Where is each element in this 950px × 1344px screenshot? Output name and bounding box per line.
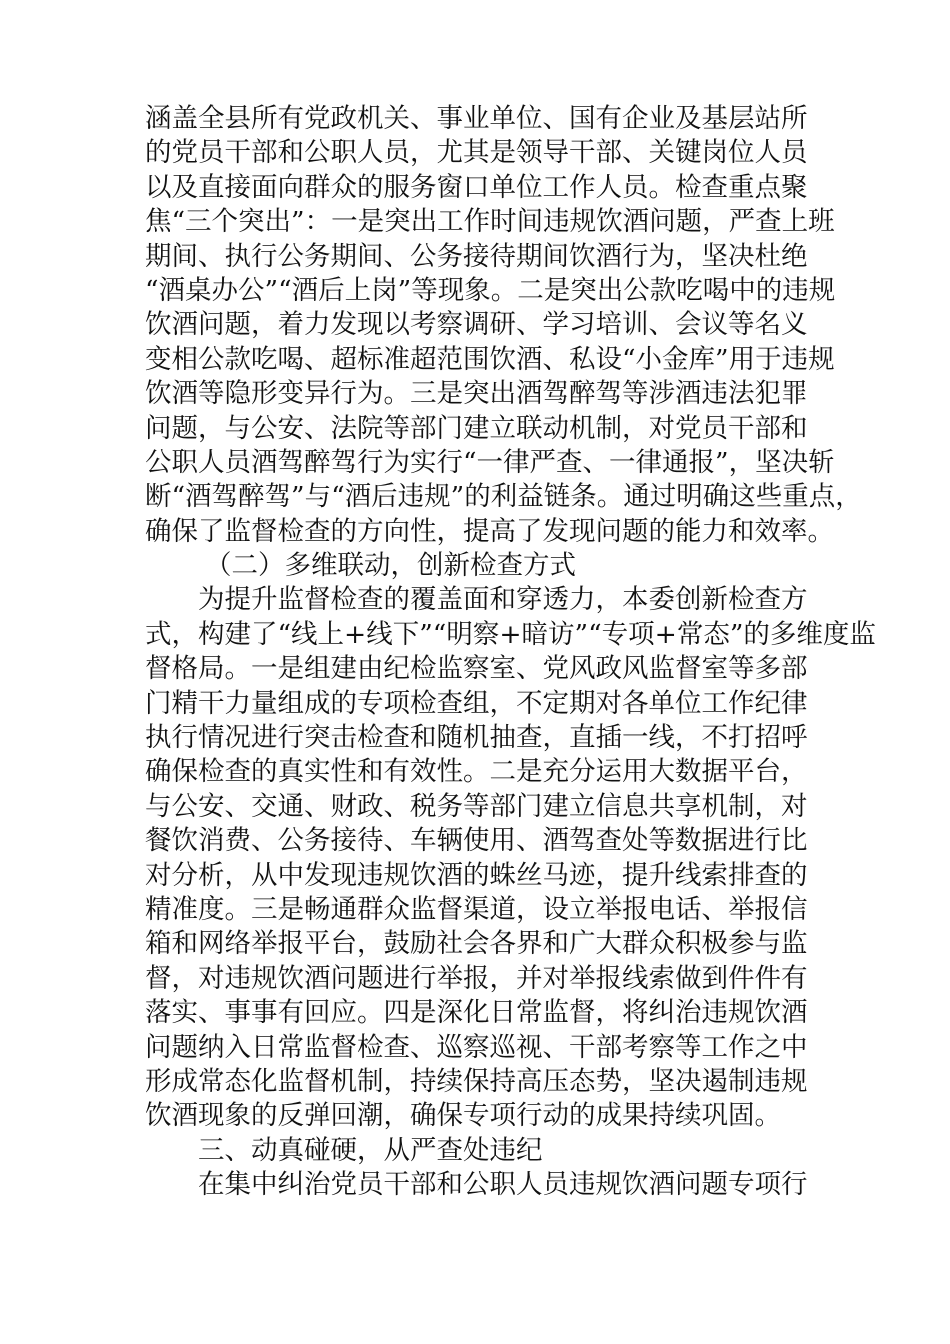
paragraph-line: 饮酒问题，着力发现以考察调研、学习培训、会议等名义	[145, 309, 808, 341]
paragraph-line: 公职人员酒驾醉驾行为实行“一律严查、一律通报”，坚决斩	[145, 446, 835, 478]
paragraph-line: 与公安、交通、财政、税务等部门建立信息共享机制，对	[145, 790, 808, 822]
paragraph-line: 对分析，从中发现违规饮酒的蛛丝马迹，提升线索排查的	[145, 859, 808, 891]
paragraph-line: 在集中纠治党员干部和公职人员违规饮酒问题专项行	[198, 1169, 808, 1201]
paragraph-line: 执行情况进行突击检查和随机抽查，直插一线，不打招呼	[145, 722, 808, 754]
paragraph-line: 确保了监督检查的方向性，提高了发现问题的能力和效率。	[145, 515, 834, 547]
paragraph-line: 门精干力量组成的专项检查组，不定期对各单位工作纪律	[145, 687, 808, 719]
body-text	[145, 102, 876, 1203]
paragraph-line: 为提升监督检查的覆盖面和穿透力，本委创新检查方	[198, 584, 808, 616]
paragraph-line: 期间、执行公务期间、公务接待期间饮酒行为，坚决杜绝	[145, 240, 808, 272]
paragraph-line: 以及直接面向群众的服务窗口单位工作人员。检查重点聚	[145, 171, 808, 203]
paragraph-line: 涵盖全县所有党政机关、事业单位、国有企业及基层站所	[145, 103, 808, 134]
paragraph-line: 问题，与公安、法院等部门建立联动机制，对党员干部和	[145, 412, 808, 444]
paragraph-line: 式，构建了“线上+线下”“明察+暗访”“专项+常态”的多维度监	[145, 618, 876, 650]
paragraph-line: 督，对违规饮酒问题进行举报，并对举报线索做到件件有	[145, 962, 808, 994]
paragraph-line: 箱和网络举报平台，鼓励社会各界和广大群众积极参与监	[145, 928, 808, 960]
paragraph-line: 断“酒驾醉驾”与“酒后违规”的利益链条。通过明确这些重点，	[145, 481, 862, 513]
paragraph-line: 落实、事事有回应。四是深化日常监督，将纠治违规饮酒	[145, 997, 808, 1029]
paragraph-line: 饮酒等隐形变异行为。三是突出酒驾醉驾等涉酒违法犯罪	[145, 378, 808, 410]
section-heading: 三、动真碰硬，从严查处违纪	[198, 1134, 543, 1166]
paragraph-line: 督格局。一是组建由纪检监察室、党风政风监督室等多部	[145, 653, 808, 685]
paragraph-line: 的党员干部和公职人员，尤其是领导干部、关键岗位人员	[145, 137, 808, 169]
paragraph-line: 餐饮消费、公务接待、车辆使用、酒驾查处等数据进行比	[145, 825, 808, 857]
paragraph-line: 问题纳入日常监督检查、巡察巡视、干部考察等工作之中	[145, 1031, 808, 1063]
paragraph-line: “酒桌办公”“酒后上岗”等现象。二是突出公款吃喝中的违规	[145, 274, 836, 306]
paragraph-line: 变相公款吃喝、超标准超范围饮酒、私设“小金库”用于违规	[145, 343, 835, 375]
paragraph-line: 确保检查的真实性和有效性。二是充分运用大数据平台，	[145, 756, 808, 788]
subsection-heading: （二）多维联动，创新检查方式	[205, 550, 576, 582]
paragraph-line: 形成常态化监督机制，持续保持高压态势，坚决遏制违规	[145, 1065, 808, 1097]
paragraph-line: 饮酒现象的反弹回潮，确保专项行动的成果持续巩固。	[145, 1100, 781, 1132]
paragraph-line: 精准度。三是畅通群众监督渠道，设立举报电话、举报信	[145, 893, 808, 925]
paragraph-line: 焦“三个突出”：一是突出工作时间违规饮酒问题，严查上班	[145, 206, 835, 238]
